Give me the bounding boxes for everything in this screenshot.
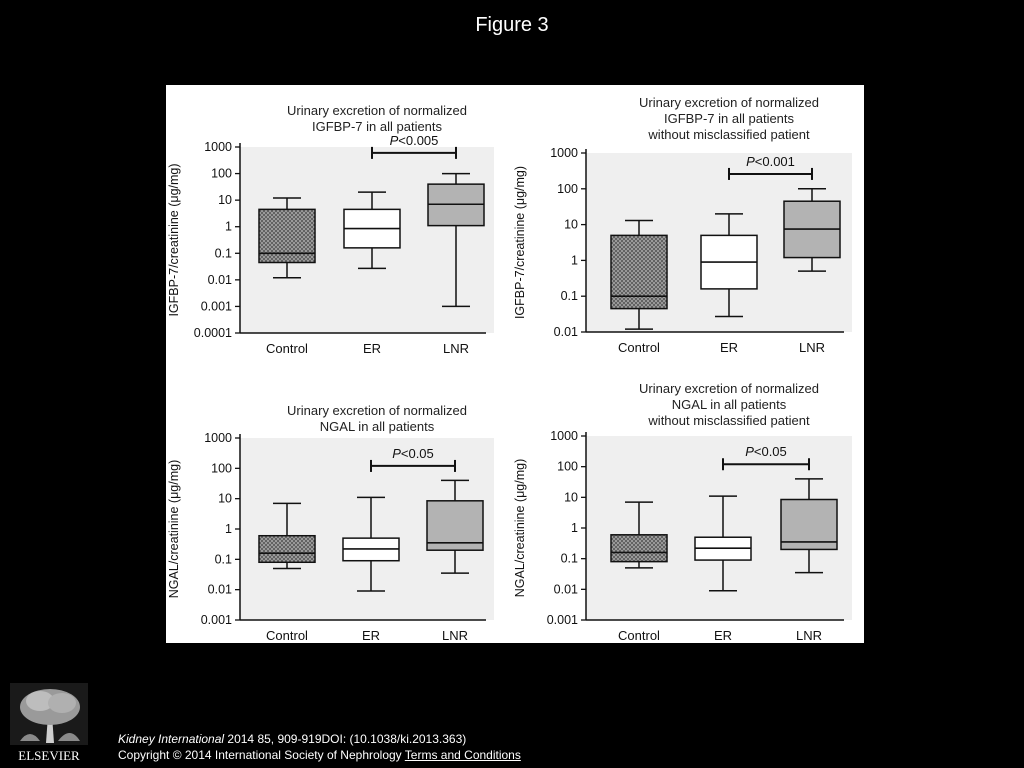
y-tick-label: 0.1 [214, 552, 232, 567]
y-tick-label: 0.001 [200, 613, 232, 627]
y-tick-label: 10 [564, 217, 578, 232]
citation [118, 731, 521, 763]
p-value-label [746, 154, 795, 169]
x-tick-label: LNR [442, 341, 470, 356]
chart-title-line: without misclassified patient [648, 127, 810, 142]
chart-title-line: NGAL in all patients [319, 419, 435, 434]
y-tick-label: 100 [211, 461, 232, 476]
x-tick-label: ER [719, 340, 739, 355]
chart-title-line: Urinary excretion of normalized [639, 381, 819, 396]
y-tick-label: 10 [218, 491, 232, 506]
chart-panel-2 [513, 95, 852, 355]
y-tick-label: 100 [557, 459, 578, 474]
p-value-label [390, 133, 439, 148]
elsevier-logo [10, 683, 88, 763]
y-tick-label: 0.01 [553, 325, 578, 339]
y-tick-label: 100 [557, 181, 578, 196]
y-tick-label: 0.001 [546, 613, 578, 627]
figure-panel [166, 85, 864, 643]
y-tick-label: 1000 [204, 140, 232, 154]
y-tick-label: 0.1 [560, 289, 578, 304]
box-iqr [259, 536, 315, 563]
y-tick-label: 1000 [550, 429, 578, 443]
elsevier-tree-icon [10, 683, 88, 745]
x-tick-label: ER [713, 628, 733, 643]
x-tick-label: Control [266, 341, 308, 356]
figure-svg [166, 85, 864, 643]
x-tick-label: LNR [798, 340, 826, 355]
y-tick-label: 0.001 [200, 299, 232, 314]
x-tick-label: ER [361, 628, 381, 643]
citation-line-1 [118, 731, 521, 747]
y-tick-label: 10 [564, 490, 578, 505]
p-symbol: P [392, 445, 401, 461]
p-symbol: P [745, 444, 754, 460]
box-iqr [259, 209, 315, 262]
y-tick-label: 1 [571, 253, 578, 268]
chart-panel-4 [513, 381, 852, 643]
y-tick-label: 10 [218, 193, 232, 208]
p-threshold: <0.001 [754, 153, 795, 169]
y-tick-label: 1000 [550, 146, 578, 160]
y-tick-label: 0.01 [553, 582, 578, 597]
y-tick-label: 0.1 [214, 246, 232, 261]
p-value-label [745, 444, 787, 459]
chart-title-line: IGFBP-7 in all patients [663, 111, 795, 126]
chart-title-line: Urinary excretion of normalized [639, 95, 819, 110]
p-threshold: <0.05 [753, 444, 787, 460]
p-threshold: <0.005 [398, 132, 439, 148]
x-tick-label: Control [618, 628, 660, 643]
chart-title-line: IGFBP-7 in all patients [311, 119, 443, 134]
citation-line-2 [118, 747, 521, 763]
journal-name: Kidney International [118, 732, 225, 746]
chart-title-line: NGAL in all patients [671, 397, 787, 412]
y-tick-label: 100 [211, 166, 232, 181]
y-tick-label: 0.01 [207, 272, 232, 287]
box-iqr [611, 235, 667, 308]
y-axis-label: IGFBP-7/creatinine (μg/mg) [167, 163, 181, 317]
elsevier-wordmark: ELSEVIER [18, 748, 80, 763]
y-axis-label: NGAL/creatinine (μg/mg) [167, 459, 181, 599]
p-value-label [392, 446, 434, 461]
y-tick-label: 1 [571, 521, 578, 535]
slide-title: Figure 3 [475, 14, 549, 36]
y-tick-label: 0.1 [560, 551, 578, 566]
p-symbol: P [389, 132, 399, 148]
citation-details: 2014 85, 909-919DOI: (10.1038/ki.2013.363) [224, 732, 467, 746]
box-iqr [611, 535, 667, 562]
y-axis-label: NGAL/creatinine (μg/mg) [513, 458, 527, 598]
p-threshold: <0.05 [400, 445, 434, 461]
x-tick-label: Control [618, 340, 660, 355]
chart-panel-1 [167, 103, 494, 356]
x-tick-label: ER [362, 341, 382, 356]
x-tick-label: Control [266, 628, 308, 643]
chart-title-line: without misclassified patient [648, 413, 810, 428]
p-symbol: P [746, 153, 755, 169]
terms-link[interactable]: Terms and Conditions [404, 748, 521, 762]
y-tick-label: 0.0001 [193, 326, 232, 340]
y-tick-label: 1 [225, 522, 232, 536]
y-tick-label: 0.01 [207, 582, 232, 597]
chart-title-line: Urinary excretion of normalized [287, 403, 467, 418]
y-tick-label: 1000 [204, 431, 232, 445]
y-axis-label: IGFBP-7/creatinine (μg/mg) [513, 165, 527, 320]
chart-title-line: Urinary excretion of normalized [287, 103, 467, 118]
copyright-text: Copyright © 2014 International Society of Nephrology [118, 748, 405, 762]
x-tick-label: LNR [795, 628, 823, 643]
x-tick-label: LNR [441, 628, 469, 643]
chart-panel-3 [167, 403, 494, 643]
y-tick-label: 1 [225, 219, 232, 234]
